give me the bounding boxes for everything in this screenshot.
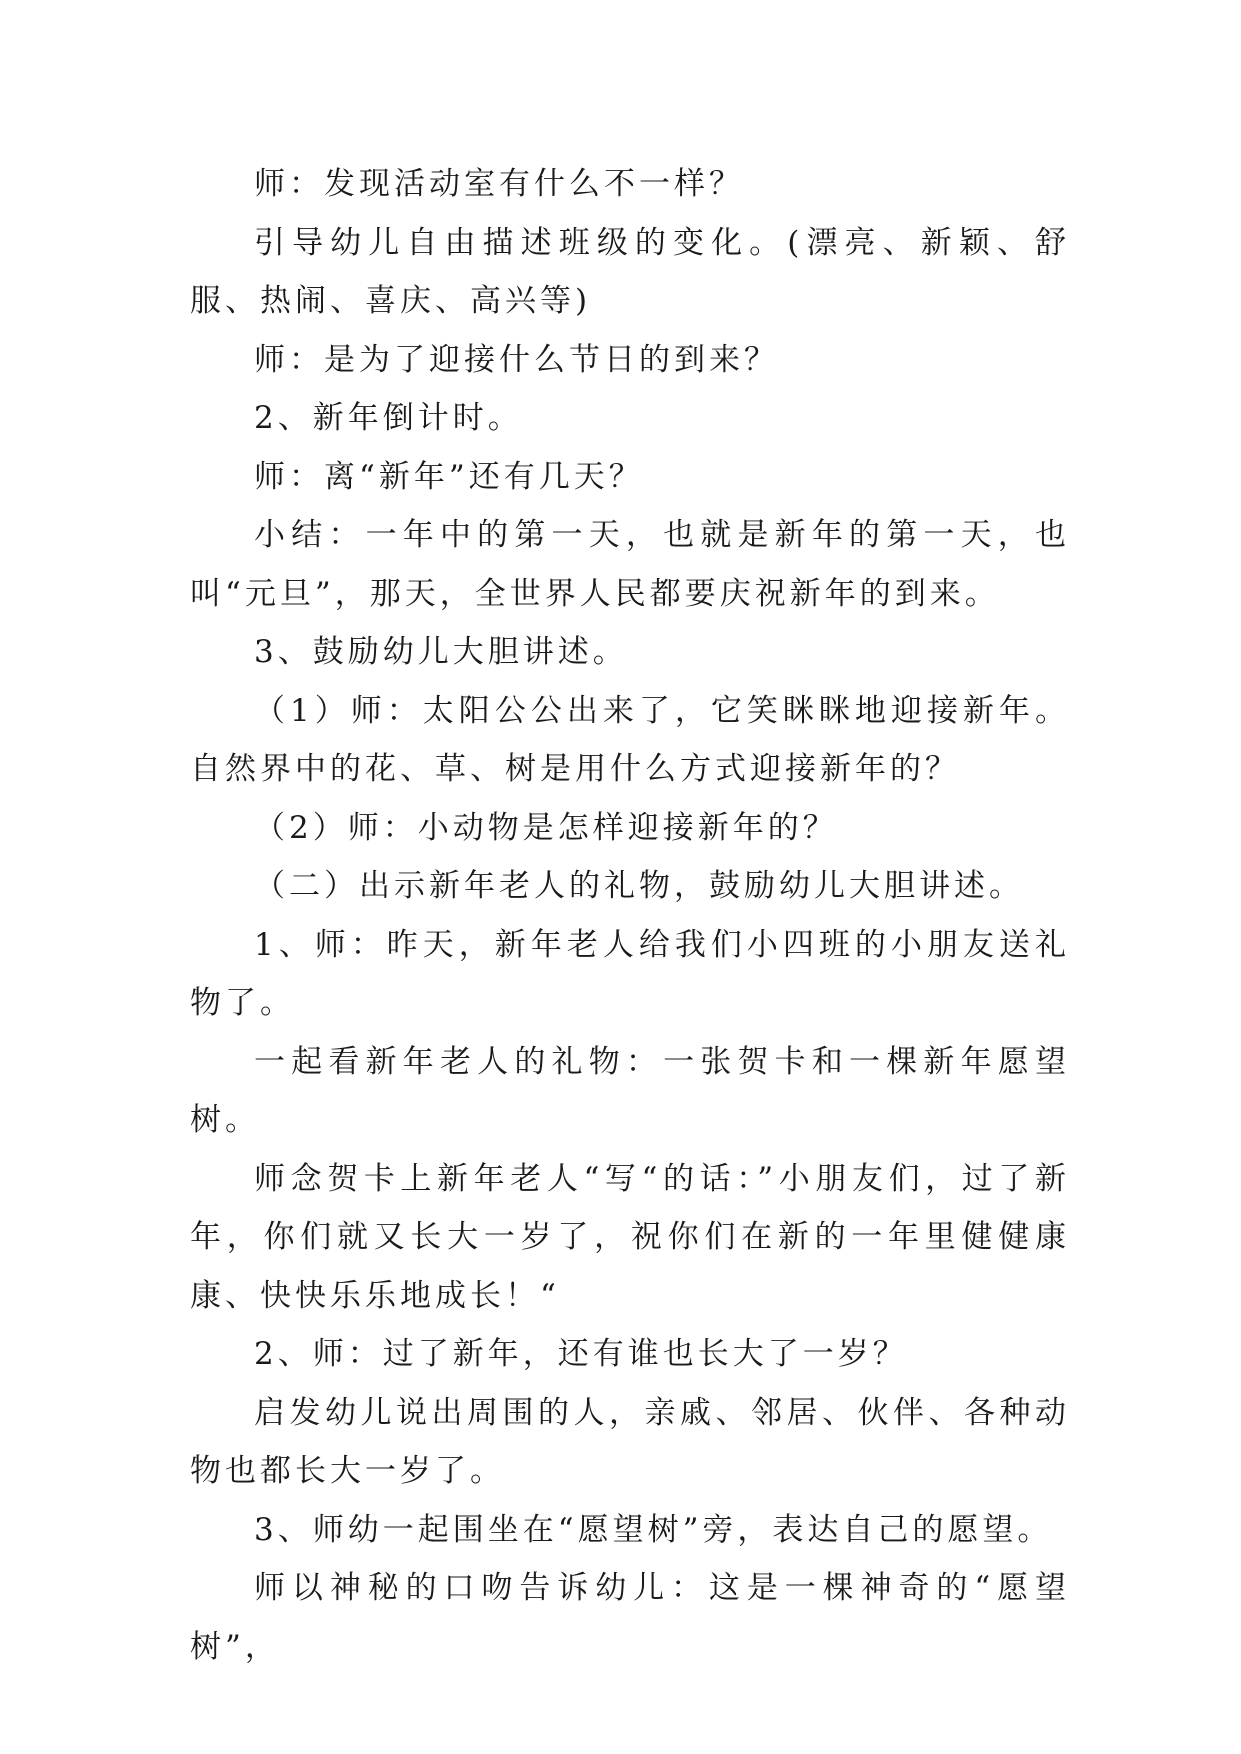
paragraph: 小结：一年中的第一天，也就是新年的第一天，也叫“元旦”，那天，全世界人民都要庆祝新年的到来。 — [190, 517, 1070, 612]
paragraph: （二）出示新年老人的礼物，鼓励幼儿大胆讲述。 — [254, 868, 1024, 904]
paragraph: 师以神秘的口吻告诉幼儿：这是一棵神奇的“愿望树”， — [190, 1570, 1070, 1665]
paragraph: （1）师：太阳公公出来了，它笑眯眯地迎接新年。自然界中的花、草、树是用什么方式迎接新年的？ — [190, 692, 1070, 787]
document-body — [190, 155, 1070, 1676]
paragraph: 一起看新年老人的礼物：一张贺卡和一棵新年愿望树。 — [190, 1043, 1070, 1138]
paragraph: 师念贺卡上新年老人“写“的话：”小朋友们，过了新年，你们就又长大一岁了，祝你们在新的一年里健健康康、快快乐乐地成长！“ — [190, 1160, 1070, 1314]
paragraph: 2、师：过了新年，还有谁也长大了一岁？ — [254, 1336, 908, 1372]
paragraph: 师：发现活动室有什么不一样？ — [254, 166, 744, 202]
paragraph: （2）师：小动物是怎样迎接新年的？ — [254, 809, 838, 846]
paragraph: 师：是为了迎接什么节日的到来？ — [254, 341, 779, 378]
paragraph: 引导幼儿自由描述班级的变化。(漂亮、新颖、舒服、热闹、喜庆、高兴等) — [190, 224, 1070, 319]
paragraph: 3、鼓励幼儿大胆讲述。 — [254, 634, 628, 670]
paragraph: 师：离“新年”还有几天？ — [254, 458, 644, 495]
paragraph: 3、师幼一起围坐在“愿望树”旁，表达自己的愿望。 — [254, 1511, 1053, 1548]
paragraph: 启发幼儿说出周围的人，亲戚、邻居、伙伴、各种动物也都长大一岁了。 — [190, 1394, 1070, 1489]
paragraph: 1、师：昨天，新年老人给我们小四班的小朋友送礼物了。 — [190, 926, 1070, 1021]
paragraph: 2、新年倒计时。 — [254, 400, 523, 436]
